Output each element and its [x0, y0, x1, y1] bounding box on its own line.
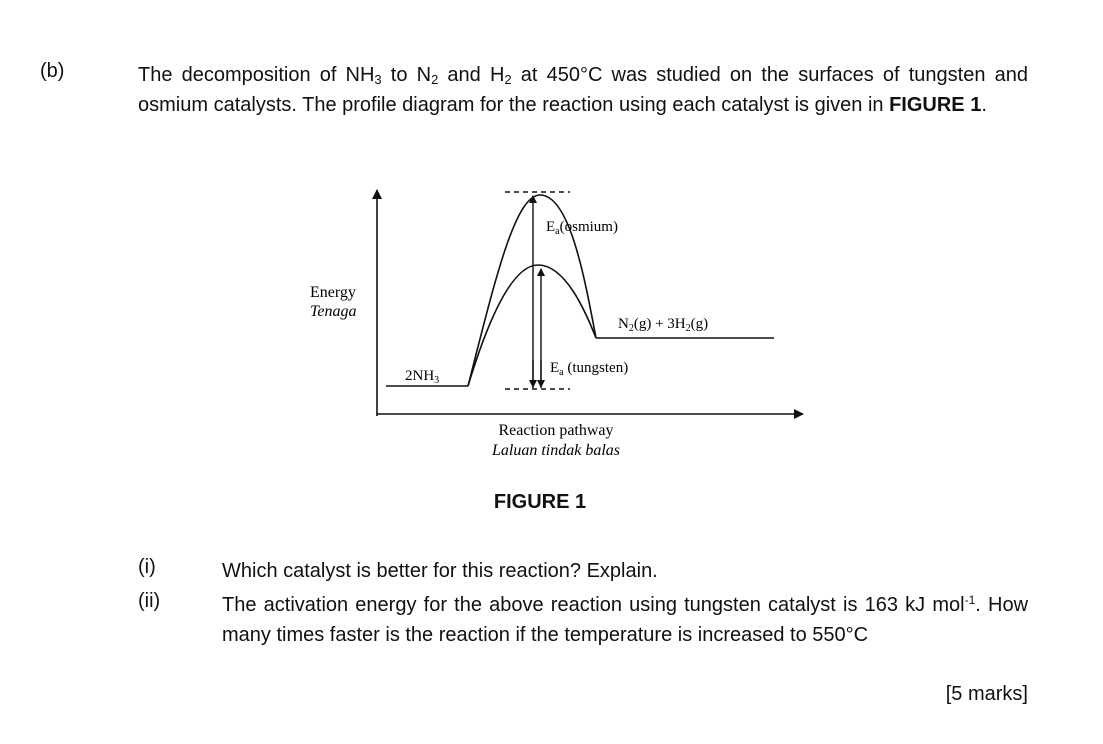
y-label-english: Energy [310, 284, 356, 301]
energy-profile-figure [300, 160, 820, 460]
figure-reference: FIGURE 1 [889, 94, 982, 116]
y-label-malay: Tenaga [310, 303, 357, 320]
x-label-malay: Laluan tindak balas [491, 442, 621, 459]
question-text: Which catalyst is better for this reaction? Explain. [222, 560, 658, 582]
question-text: The activation energy for the above reaction using tungsten catalyst is 163 kJ mol$^{-1}$. How many times faster is the reaction if the temperature is increased to 550°C [222, 593, 1029, 646]
x-label-english: Reaction pathway [498, 422, 614, 439]
intro-paragraph: The decomposition of $NH_3$ to $N_2$ and $H_2$ at 450°C was studied on the surfaces of tungsten and osmium catalysts. The profile diagram for the reaction using each catalyst is given in FIGURE 1. [138, 64, 1028, 116]
ea-osmium-label: $E_a(osmium)$ [546, 219, 618, 237]
marks-allocation: [5 marks] [945, 683, 1028, 705]
part-label: (b) [40, 60, 65, 82]
figure-caption: FIGURE 1 [493, 491, 587, 513]
question-number: (i) [138, 556, 156, 578]
reactant-label: $2NH_3$ [405, 368, 440, 386]
ea-tungsten-label: $E_a$ (tungsten) [550, 360, 629, 378]
question-number: (ii) [138, 590, 161, 612]
product-label: $N_2(g) + 3H_2(g)$ [618, 316, 709, 334]
